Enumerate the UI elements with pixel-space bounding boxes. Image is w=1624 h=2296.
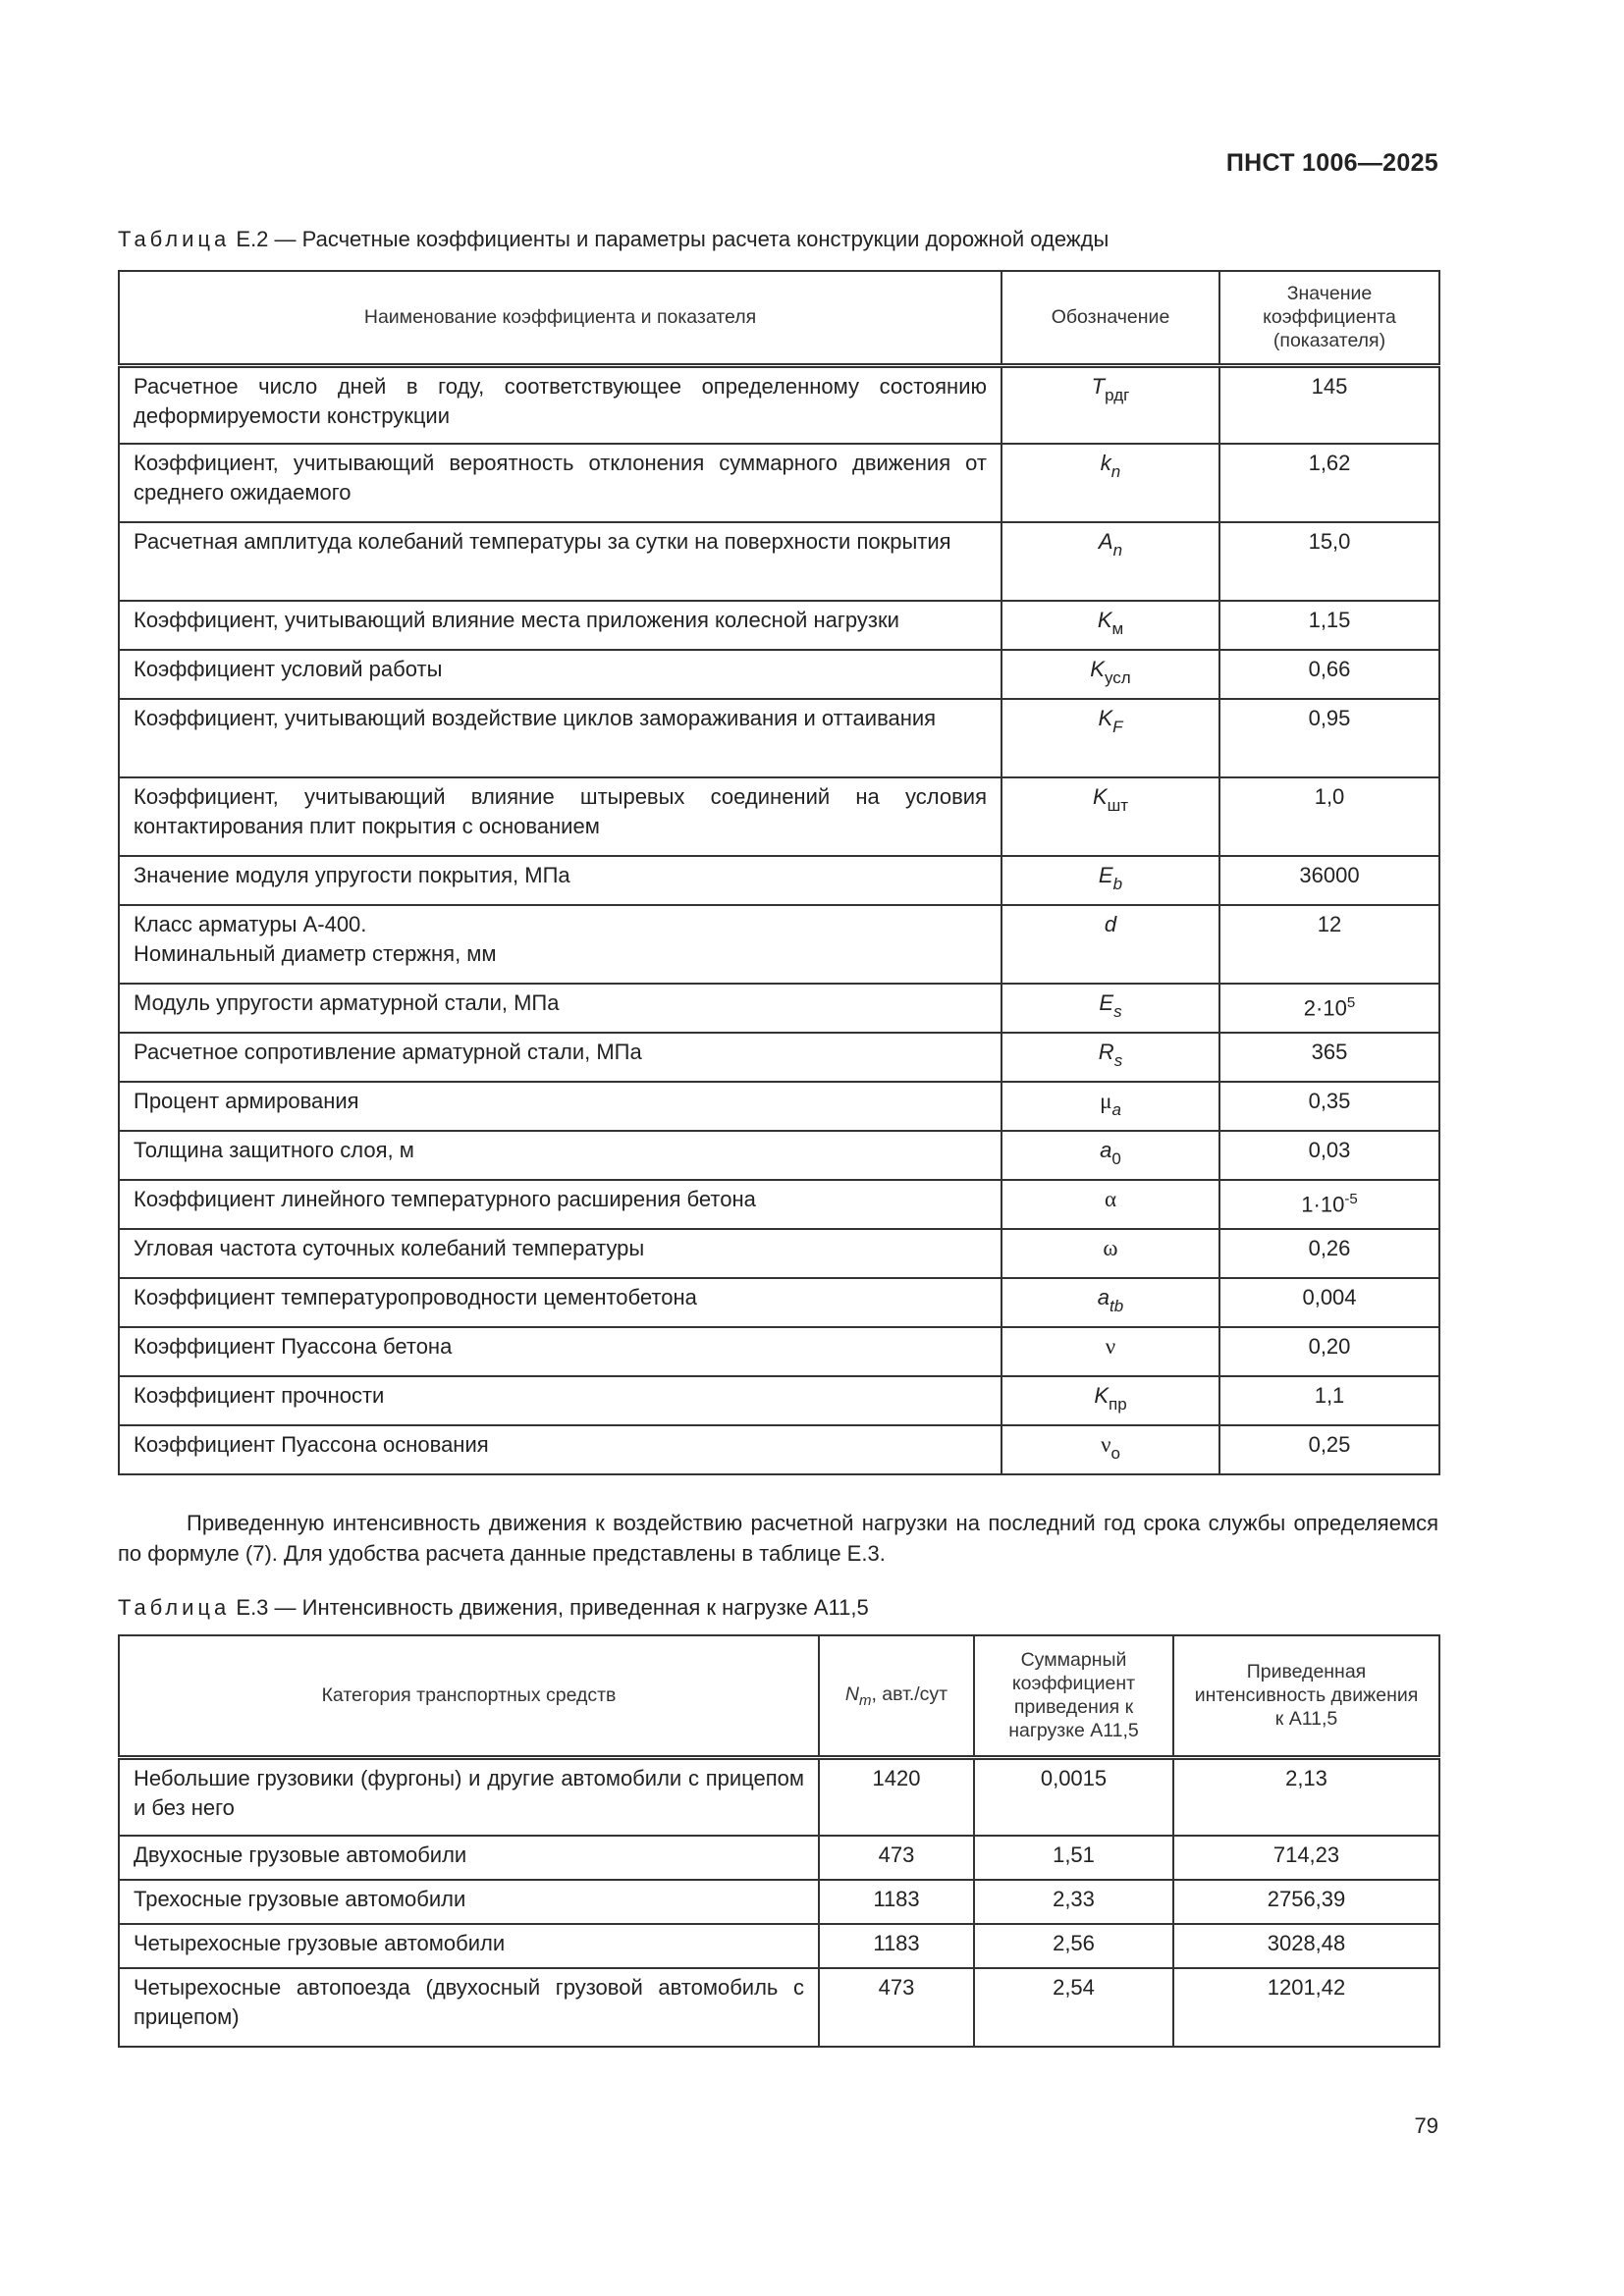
row-intensity: 2,13 xyxy=(1173,1757,1439,1836)
row-name: Коэффициент прочности xyxy=(119,1376,1001,1425)
table-row xyxy=(119,1757,1439,1836)
table-row xyxy=(119,777,1439,856)
row-value: 1,62 xyxy=(1219,444,1439,522)
row-name: Коэффициент, учитывающий воздействие циклов замораживания и оттаивания xyxy=(119,699,1001,777)
table-e2-caption-text: Е.2 — Расчетные коэффициенты и параметры расчета конструкции дорожной одежды xyxy=(236,227,1110,251)
row-nm: 1183 xyxy=(819,1880,974,1924)
table-row xyxy=(119,365,1439,444)
row-value: 365 xyxy=(1219,1033,1439,1082)
row-value: 0,26 xyxy=(1219,1229,1439,1278)
row-value: 0,03 xyxy=(1219,1131,1439,1180)
table-row xyxy=(119,444,1439,522)
row-nm: 1183 xyxy=(819,1924,974,1968)
row-value: 0,25 xyxy=(1219,1425,1439,1474)
table-e3-header-nm: $N_m$, авт./сут xyxy=(819,1635,974,1757)
body-paragraph: Приведенную интенсивность движения к воздействию расчетной нагрузки на последний год срока службы определяемся по формуле (7). Для удобства расчета данные представлены в таблице Е.3. xyxy=(118,1511,1438,1566)
table-row xyxy=(119,1880,1439,1924)
row-category: Трехосные грузовые автомобили xyxy=(119,1880,819,1924)
row-name: Коэффициент температуропроводности цементобетона xyxy=(119,1278,1001,1327)
row-intensity: 3028,48 xyxy=(1173,1924,1439,1968)
row-symbol: $E_s$ xyxy=(1001,984,1219,1033)
row-symbol: $E_b$ xyxy=(1001,856,1219,905)
table-row xyxy=(119,1033,1439,1082)
row-name: Коэффициент условий работы xyxy=(119,650,1001,699)
row-value: 1,1 xyxy=(1219,1376,1439,1425)
row-name: Значение модуля упругости покрытия, МПа xyxy=(119,856,1001,905)
row-value: 0,20 xyxy=(1219,1327,1439,1376)
table-row xyxy=(119,699,1439,777)
row-name: Модуль упругости арматурной стали, МПа xyxy=(119,984,1001,1033)
table-e2-caption xyxy=(118,226,1109,253)
table-row xyxy=(119,1425,1439,1474)
page-number: 79 xyxy=(1414,2113,1438,2138)
table-e3-header-category: Категория транспортных средств xyxy=(119,1635,819,1757)
row-symbol: $a_0$ xyxy=(1001,1131,1219,1180)
row-symbol: $K_F$ xyxy=(1001,699,1219,777)
row-nm: 473 xyxy=(819,1836,974,1880)
row-value: 0,95 xyxy=(1219,699,1439,777)
row-value: 15,0 xyxy=(1219,522,1439,601)
row-name: Коэффициент, учитывающий влияние штыревых соединений на условия контактирования плит покрытия с основанием xyxy=(119,777,1001,856)
row-name: Расчетное число дней в году, соответствующее определенному состоянию деформируемости конструкции xyxy=(119,365,1001,444)
row-value: 145 xyxy=(1219,365,1439,444)
row-category: Четырехосные грузовые автомобили xyxy=(119,1924,819,1968)
row-name: Коэффициент Пуассона основания xyxy=(119,1425,1001,1474)
row-symbol: $K_{пр}$ xyxy=(1001,1376,1219,1425)
row-symbol: ν xyxy=(1001,1327,1219,1376)
table-row xyxy=(119,1131,1439,1180)
row-symbol: $\mu_a$ xyxy=(1001,1082,1219,1131)
table-e2 xyxy=(118,270,1440,1475)
table-row xyxy=(119,1924,1439,1968)
row-name: Класс арматуры А-400. Номинальный диаметр стержня, мм xyxy=(119,905,1001,984)
row-symbol: ω xyxy=(1001,1229,1219,1278)
row-symbol: $T_{рдг}$ xyxy=(1001,365,1219,444)
row-value: 1,15 xyxy=(1219,601,1439,650)
table-row xyxy=(119,856,1439,905)
row-coefficient: 0,0015 xyxy=(974,1757,1173,1836)
row-value: 0,66 xyxy=(1219,650,1439,699)
row-category: Четырехосные автопоезда (двухосный грузовой автомобиль с прицепом) xyxy=(119,1968,819,2047)
row-name: Коэффициент линейного температурного расширения бетона xyxy=(119,1180,1001,1229)
document-code: ПНСТ 1006—2025 xyxy=(1225,149,1438,177)
row-value: 0,35 xyxy=(1219,1082,1439,1131)
table-row xyxy=(119,601,1439,650)
table-e2-header-symbol: Обозначение xyxy=(1001,271,1219,365)
row-symbol: $k_n$ xyxy=(1001,444,1219,522)
row-intensity: 1201,42 xyxy=(1173,1968,1439,2047)
table-e3-caption-word: Таблица xyxy=(118,1595,231,1620)
table-e3-header-intensity: Приведенная интенсивность движения к А11,5 xyxy=(1173,1635,1439,1757)
row-name: Коэффициент Пуассона бетона xyxy=(119,1327,1001,1376)
row-value: 12 xyxy=(1219,905,1439,984)
table-e2-header-name: Наименование коэффициента и показателя xyxy=(119,271,1001,365)
row-name: Толщина защитного слоя, м xyxy=(119,1131,1001,1180)
row-coefficient: 2,33 xyxy=(974,1880,1173,1924)
row-coefficient: 2,56 xyxy=(974,1924,1173,1968)
row-symbol: $a_{tb}$ xyxy=(1001,1278,1219,1327)
table-e2-caption-word: Таблица xyxy=(118,227,231,251)
table-e3-caption-text: Е.3 — Интенсивность движения, приведенная к нагрузке А11,5 xyxy=(236,1595,869,1620)
row-intensity: 2756,39 xyxy=(1173,1880,1439,1924)
row-name: Расчетная амплитуда колебаний температуры за сутки на поверхности покрытия xyxy=(119,522,1001,601)
row-intensity: 714,23 xyxy=(1173,1836,1439,1880)
row-symbol: d xyxy=(1001,905,1219,984)
row-value: 0,004 xyxy=(1219,1278,1439,1327)
row-name: Процент армирования xyxy=(119,1082,1001,1131)
table-row xyxy=(119,1327,1439,1376)
table-row xyxy=(119,905,1439,984)
row-symbol: $K_{усл}$ xyxy=(1001,650,1219,699)
row-name: Угловая частота суточных колебаний температуры xyxy=(119,1229,1001,1278)
table-row xyxy=(119,1278,1439,1327)
row-symbol: $K_{шт}$ xyxy=(1001,777,1219,856)
row-symbol: $\nu_о$ xyxy=(1001,1425,1219,1474)
table-row xyxy=(119,1229,1439,1278)
row-value: $1\cdot 10^{-5}$ xyxy=(1219,1180,1439,1229)
row-symbol: $R_s$ xyxy=(1001,1033,1219,1082)
row-coefficient: 2,54 xyxy=(974,1968,1173,2047)
row-name: Коэффициент, учитывающий вероятность отклонения суммарного движения от среднего ожидаемого xyxy=(119,444,1001,522)
row-value: 1,0 xyxy=(1219,777,1439,856)
row-nm: 473 xyxy=(819,1968,974,2047)
table-row xyxy=(119,1968,1439,2047)
row-symbol: $K_м$ xyxy=(1001,601,1219,650)
table-e3-header-coefficient: Суммарный коэффициент приведения к нагрузке А11,5 xyxy=(974,1635,1173,1757)
row-symbol: $A_n$ xyxy=(1001,522,1219,601)
table-row xyxy=(119,522,1439,601)
table-row xyxy=(119,1376,1439,1425)
row-coefficient: 1,51 xyxy=(974,1836,1173,1880)
row-category: Небольшие грузовики (фургоны) и другие автомобили с прицепом и без него xyxy=(119,1757,819,1836)
row-nm: 1420 xyxy=(819,1757,974,1836)
row-value: 36000 xyxy=(1219,856,1439,905)
row-name: Коэффициент, учитывающий влияние места приложения колесной нагрузки xyxy=(119,601,1001,650)
row-value: $2\cdot 10^5$ xyxy=(1219,984,1439,1033)
row-category: Двухосные грузовые автомобили xyxy=(119,1836,819,1880)
table-row xyxy=(119,650,1439,699)
row-symbol: α xyxy=(1001,1180,1219,1229)
table-row xyxy=(119,1082,1439,1131)
table-e3-caption xyxy=(118,1594,869,1622)
table-row xyxy=(119,1180,1439,1229)
table-row xyxy=(119,1836,1439,1880)
row-name: Расчетное сопротивление арматурной стали, МПа xyxy=(119,1033,1001,1082)
table-row xyxy=(119,984,1439,1033)
table-e2-header-value: Значение коэффициента (показателя) xyxy=(1219,271,1439,365)
table-e3 xyxy=(118,1634,1440,2048)
